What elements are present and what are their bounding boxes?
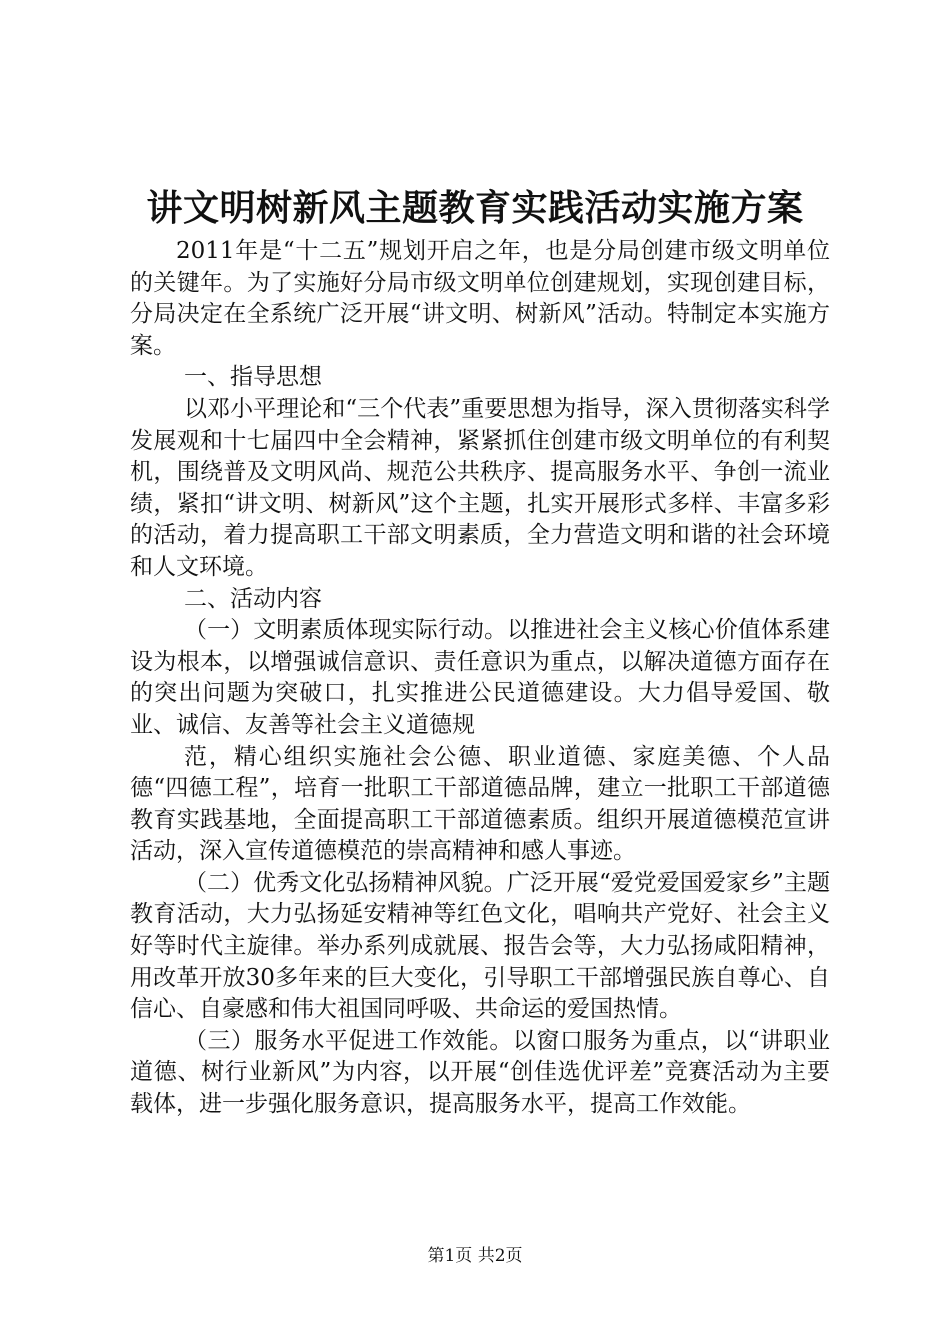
section-heading-guiding-ideology: 一、指导思想 <box>184 364 322 391</box>
activity-item-3-paragraph: （三）服务水平促进工作效能。以窗口服务为重点，以“讲职业道德、树行业新风”为内容，以开展“创佳选优评差”竞赛活动为主要载体，进一步强化服务意识，提高服务水平，提高工作效能。 <box>130 1027 830 1118</box>
guiding-ideology-paragraph: 以邓小平理论和“三个代表”重要思想为指导，深入贯彻落实科学发展观和十七届四中全会精神，紧紧抓住创建市级文明单位的有利契机，围绕普及文明风尚、规范公共秩序、提高服务水平、争创一流业绩，紧扣“讲文明、树新风”这个主题，扎实开展形式多样、丰富多彩的活动，着力提高职工干部文明素质，全力营造文明和谐的社会环境和人文环境。 <box>130 395 830 580</box>
activity-item-1-paragraph: （一）文明素质体现实际行动。以推进社会主义核心价值体系建设为根本，以增强诚信意识、责任意识为重点，以解决道德方面存在的突出问题为突破口，扎实推进公民道德建设。大力倡导爱国、敬业、诚信、友善等社会主义道德规 <box>130 617 830 738</box>
page-number-footer: 第1页 共2页 <box>427 1246 523 1266</box>
document-body <box>130 236 830 1121</box>
document-title: 讲文明树新风主题教育实践活动实施方案 <box>146 187 804 229</box>
activity-item-1-continuation: 范，精心组织实施社会公德、职业道德、家庭美德、个人品德“四德工程”，培育一批职工干部道德品牌，建立一批职工干部道德教育实践基地，全面提高职工干部道德素质。组织开展道德模范宣讲活动，深入宣传道德模范的崇高精神和感人事迹。 <box>130 743 830 865</box>
activity-item-2-paragraph: （二）优秀文化弘扬精神风貌。广泛开展“爱党爱国爱家乡”主题教育活动，大力弘扬延安精神等红色文化，唱响共产党好、社会主义好等时代主旋律。举办系列成就展、报告会等，大力弘扬咸阳精神，用改革开放30多年来的巨大变化，引导职工干部增强民族自尊心、自信心、自豪感和伟大祖国同呼吸、共命运的爱国热情。 <box>130 869 830 1023</box>
section-heading-activity-content: 二、活动内容 <box>184 585 322 612</box>
intro-paragraph: 2011年是“十二五”规划开启之年，也是分局创建市级文明单位的关键年。为了实施好分局市级文明单位创建规划，实现创建目标，分局决定在全系统广泛开展“讲文明、树新风”活动。特制定本实施方案。 <box>130 238 830 359</box>
